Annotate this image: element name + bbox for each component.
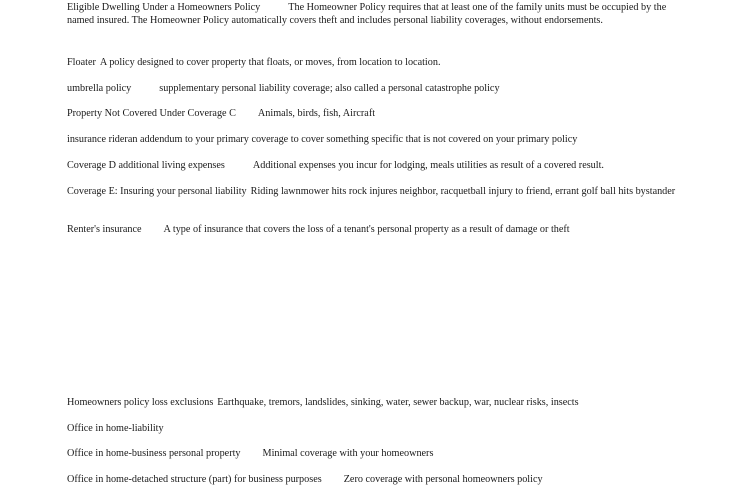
entry-term: Homeowners policy loss exclusions <box>67 397 214 408</box>
entry-eligible-dwelling <box>67 2 679 27</box>
entry-term: Office in home-business personal property <box>67 448 241 459</box>
entry-property-not-covered <box>67 108 679 121</box>
entry-term: Floater <box>67 57 96 68</box>
entry-coverage-e <box>67 186 679 199</box>
entry-loss-exclusions <box>67 397 679 410</box>
entry-office-liability <box>67 423 679 436</box>
entry-term: umbrella policy <box>67 83 132 94</box>
entry-term: Office in home-detached structure (part) for business purposes <box>67 474 322 485</box>
entry-definition: The Homeowner Policy requires that at least one of the family units must be occupied by the named insured. The Homeowner Policy automatically covers theft and includes personal liability coverages, without endorsements. <box>67 2 667 26</box>
entry-definition: Zero coverage with personal homeowners policy <box>343 474 543 485</box>
entry-term: Coverage D additional living expenses <box>67 160 225 171</box>
entry-term: insurance rider <box>67 134 128 145</box>
entry-definition: Minimal coverage with your homeowners <box>262 448 434 459</box>
entry-definition: Animals, birds, fish, Aircraft <box>257 108 376 119</box>
entry-coverage-d <box>67 160 679 173</box>
entry-definition: Riding lawnmower hits rock injures neighbor, racquetball injury to friend, errant golf ball hits bystander <box>250 186 676 197</box>
entry-floater <box>67 57 679 70</box>
entry-office-business-property <box>67 448 679 461</box>
entry-term: Office in home-liability <box>67 423 164 434</box>
entry-insurance-rider <box>67 134 679 147</box>
entry-term: Coverage E: Insuring your personal liability <box>67 186 247 197</box>
entry-definition: A policy designed to cover property that floats, or moves, from location to location. <box>99 57 441 68</box>
entry-umbrella-policy <box>67 83 679 96</box>
entry-term: Eligible Dwelling Under a Homeowners Policy <box>67 2 261 13</box>
entry-definition: A type of insurance that covers the loss of a tenant's personal property as a result of damage or theft <box>163 224 570 235</box>
entry-term: Renter's insurance <box>67 224 142 235</box>
entry-renters-insurance <box>67 224 679 237</box>
entry-office-detached-structure <box>67 474 679 487</box>
entry-term: Property Not Covered Under Coverage C <box>67 108 236 119</box>
entry-definition: Additional expenses you incur for lodging, meals utilities as result of a covered result. <box>252 160 604 171</box>
entry-definition: an addendum to your primary coverage to cover something specific that is not covered on your primary policy <box>127 134 578 145</box>
entry-definition: supplementary personal liability coverage; also called a personal catastrophe policy <box>159 83 500 94</box>
entry-definition: Earthquake, tremors, landslides, sinking, water, sewer backup, war, nuclear risks, insects <box>217 397 579 408</box>
